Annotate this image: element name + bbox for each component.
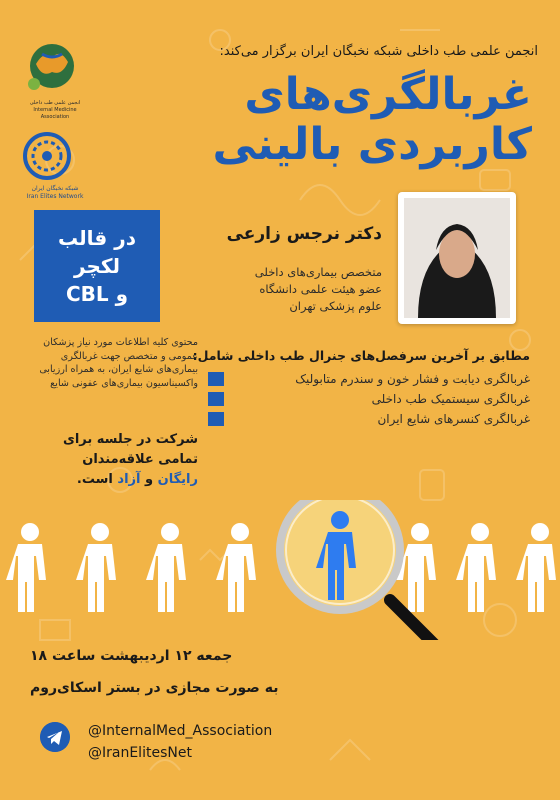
handle-iran-elites[interactable]: @IranElitesNet — [88, 745, 192, 761]
content-description: محتوی کلیه اطلاعات مورد نیاز پزشکان عمومی و متخصص جهت غربالگری بیماری‌های شایع ایران، به همراه ارزیابی واکسیناسیون بیماری‌های عفونی شایع — [39, 337, 198, 389]
internal-medicine-caption-en: Internal Medicine Association — [33, 107, 77, 120]
invite-part3: است. — [76, 472, 113, 487]
iran-elites-network-logo — [22, 131, 72, 181]
telegram-icon — [40, 722, 70, 752]
speaker-role-line1: متخصص بیماری‌های داخلی — [254, 265, 382, 279]
format-line2: لکچر — [74, 254, 120, 278]
topic-item — [200, 392, 530, 406]
invite-free: رایگان — [157, 472, 198, 487]
handle-internal-med[interactable]: @InternalMed_Association — [88, 723, 273, 739]
topic-bullet — [208, 372, 224, 386]
speaker-role — [162, 264, 382, 315]
topic-item — [200, 372, 530, 386]
topic-text: غربالگری کنسرهای شایع ایران — [377, 412, 530, 426]
event-title-line2: کاربردی بالینی — [212, 119, 532, 170]
format-line3: و CBL — [65, 282, 129, 306]
logo-column — [22, 40, 88, 201]
format-line1: در قالب — [57, 226, 137, 250]
topic-text: غربالگری دیابت و فشار خون و سندرم متابولیک — [295, 372, 530, 386]
topic-text: غربالگری سیستمیک طب داخلی — [371, 392, 530, 406]
people-figures-illustration — [0, 500, 560, 640]
speaker-portrait — [398, 192, 516, 324]
iran-elites-caption-en: Iran Elites Network — [26, 193, 84, 200]
topics-heading: مطابق بر آخرین سرفصل‌های جنرال طب داخلی شامل: — [192, 348, 530, 363]
topic-item — [200, 412, 530, 426]
format-box — [34, 210, 160, 322]
iran-elites-caption: شبکه نخبگان ایران — [31, 185, 79, 192]
speaker-role-line3: علوم پزشکی تهران — [289, 299, 382, 313]
organizer-line: انجمن علمی طب داخلی شبکه نخبگان ایران برگزار می‌کند: — [219, 44, 538, 59]
event-title — [92, 70, 532, 170]
internal-medicine-association-logo — [22, 40, 82, 96]
invite-part1: شرکت در جلسه برای تمامی علاقه‌مندان — [62, 432, 198, 467]
event-location: به صورت مجازی در بستر اسکای‌روم — [30, 680, 279, 696]
event-datetime: جمعه ۱۲ اردیبهشت ساعت ۱۸ — [30, 648, 233, 664]
speaker-role-line2: عضو هیئت علمی دانشگاه — [259, 282, 382, 296]
topic-bullet — [208, 392, 224, 406]
speaker-photo — [398, 192, 516, 324]
speaker-name: دکتر نرجس زارعی — [226, 224, 382, 244]
invite-open: آزاد — [117, 472, 141, 487]
internal-medicine-caption: انجمن علمی طب داخلی — [29, 100, 81, 106]
topics-list — [200, 372, 530, 432]
invite-part2: و — [145, 472, 154, 487]
invite-text — [38, 430, 198, 490]
topic-bullet — [208, 412, 224, 426]
social-handles — [88, 720, 388, 764]
event-title-line1: غربالگری‌های — [244, 69, 532, 120]
